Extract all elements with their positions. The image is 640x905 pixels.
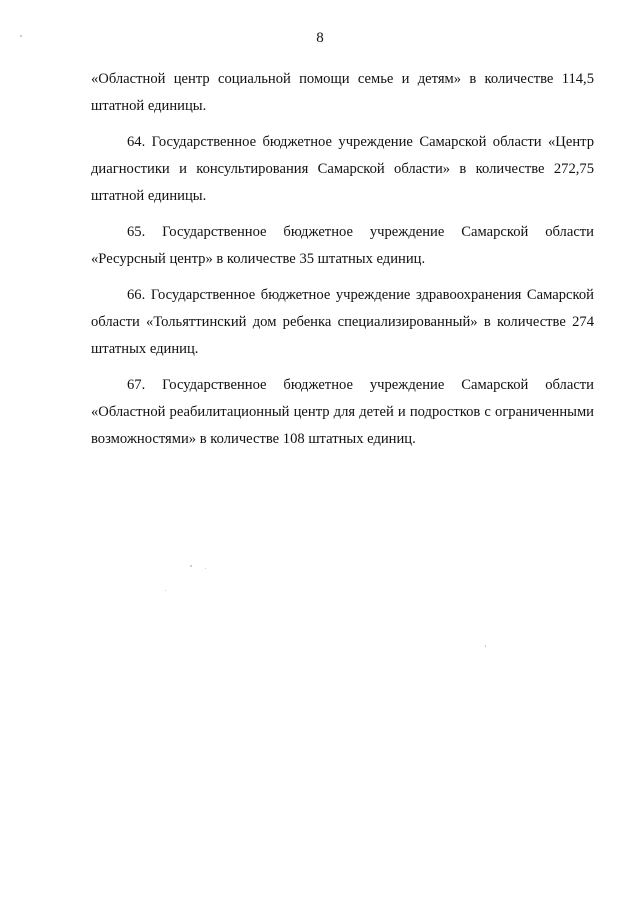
paragraph-item-67: 67. Государственное бюджетное учреждение Самарской области «Областной реабилитационный центр для детей и подростков с ограниченными возможностями» в количестве 108 штатных единиц. — [91, 377, 594, 447]
paragraph-item-65: 65. Государственное бюджетное учреждение Самарской области «Ресурсный центр» в количестве 35 штатных единиц. — [91, 224, 594, 267]
paragraph-continuation: «Областной центр социальной помощи семье и детям» в количестве 114,5 штатной единицы. — [91, 71, 594, 114]
page-number: 8 — [316, 30, 324, 46]
scan-speck — [20, 35, 22, 37]
scan-speck — [165, 590, 166, 591]
paragraph-item-66: 66. Государственное бюджетное учреждение здравоохранения Самарской области «Тольяттинский дом ребенка специализированный» в количестве 274 штатных единиц. — [91, 287, 594, 357]
scan-speck — [205, 568, 206, 569]
paragraph-item-64: 64. Государственное бюджетное учреждение Самарской области «Центр диагностики и консультирования Самарской области» в количестве 272,75 штатной единицы. — [91, 134, 594, 204]
scan-speck — [485, 645, 486, 647]
document-body — [91, 66, 594, 462]
scan-speck — [190, 565, 192, 567]
